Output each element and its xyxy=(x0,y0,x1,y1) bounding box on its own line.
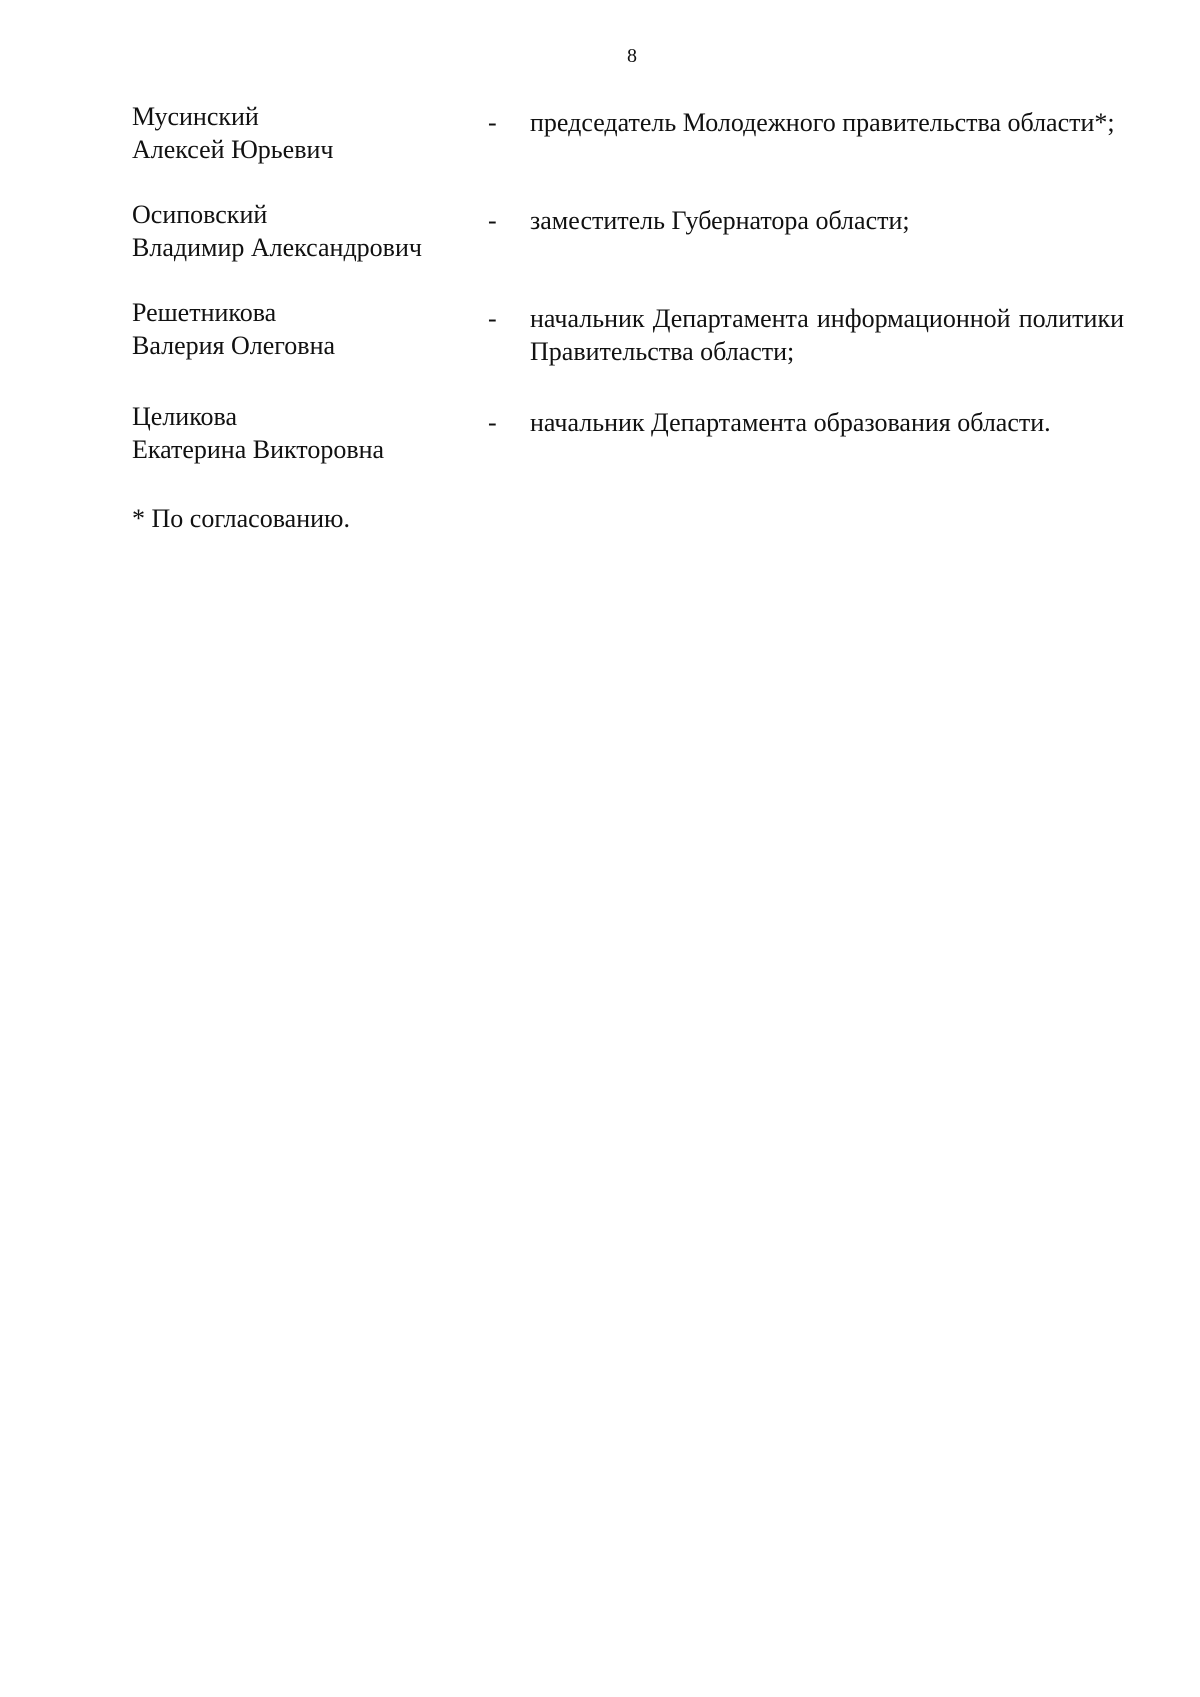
member-name xyxy=(132,198,488,264)
member-name xyxy=(132,400,488,466)
member-dash: - xyxy=(488,304,497,333)
footnote: * По согласованию. xyxy=(132,504,350,533)
member-given-names: Валерия Олеговна xyxy=(132,331,336,360)
member-given-names: Алексей Юрьевич xyxy=(132,135,334,164)
member-role: заместитель Губернатора области; xyxy=(530,206,910,235)
page-number: 8 xyxy=(627,45,637,67)
member-dash: - xyxy=(488,206,497,235)
members-list xyxy=(132,100,1124,498)
member-role: начальник Департамента информационной политики Правительства области; xyxy=(530,304,1124,366)
member-surname: Решетникова xyxy=(132,298,277,327)
member-row xyxy=(132,296,1124,368)
member-surname: Целикова xyxy=(132,402,237,431)
member-dash: - xyxy=(488,408,497,437)
member-surname: Мусинский xyxy=(132,102,259,131)
member-given-names: Владимир Александрович xyxy=(132,233,422,262)
member-row xyxy=(132,100,1124,166)
member-name xyxy=(132,296,488,362)
member-surname: Осиповский xyxy=(132,200,268,229)
member-row xyxy=(132,400,1124,466)
member-row xyxy=(132,198,1124,264)
member-dash: - xyxy=(488,108,497,137)
member-role: председатель Молодежного правительства области*; xyxy=(530,108,1115,137)
member-role: начальник Департамента образования области. xyxy=(530,408,1051,437)
member-name xyxy=(132,100,488,166)
member-given-names: Екатерина Викторовна xyxy=(132,435,385,464)
